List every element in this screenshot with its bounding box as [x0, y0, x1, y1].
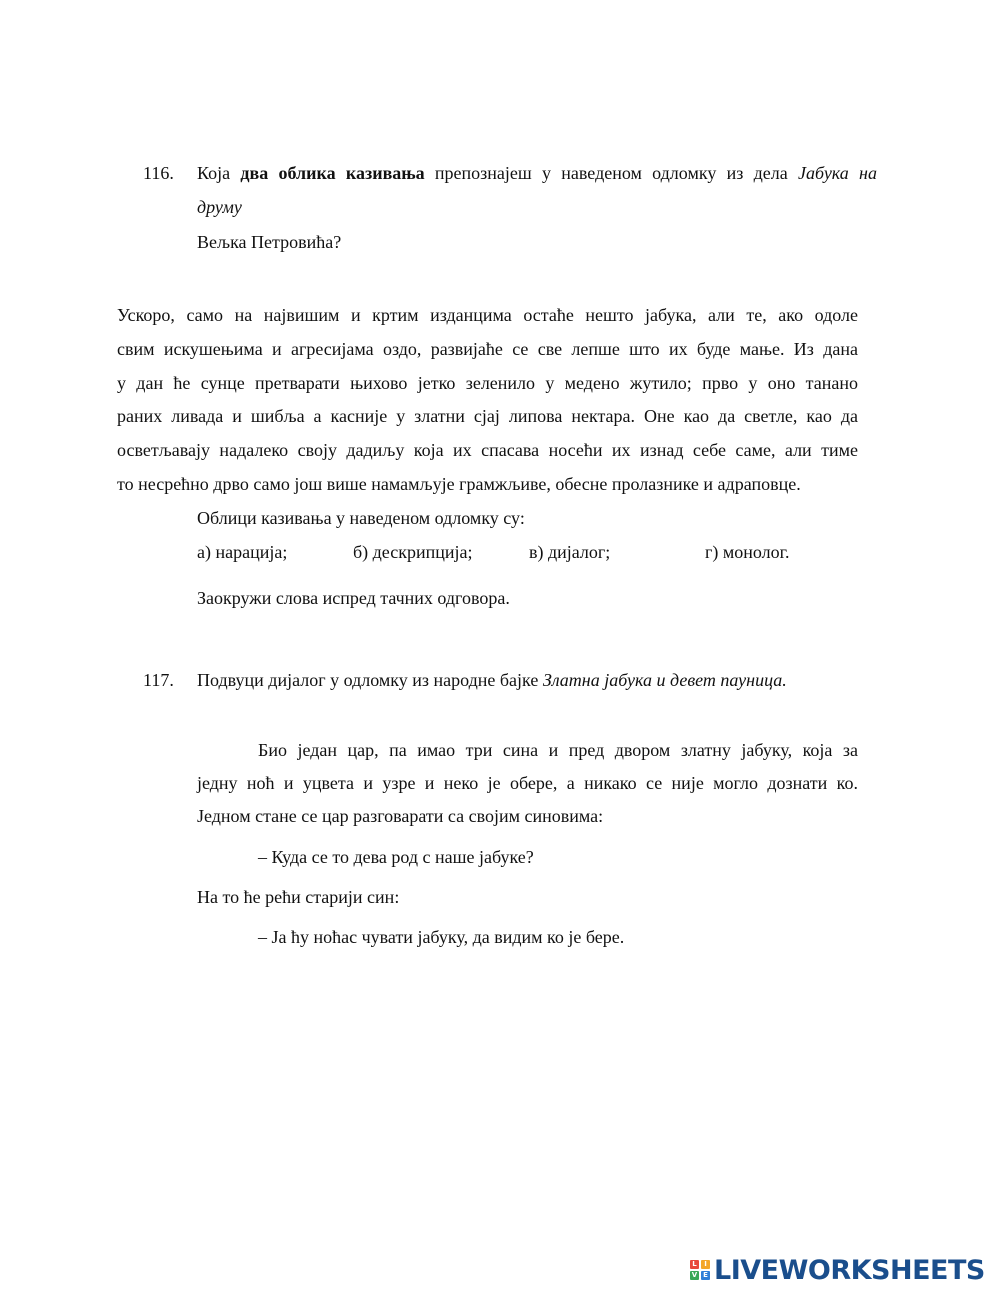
passage-line: осветљавају надалеко своју дадиљу која их спасава носећи их изнад себе саме, али тиме: [117, 440, 858, 460]
logo-text: LIVEWORKSHEETS: [714, 1254, 985, 1286]
work-title-part: друму: [197, 197, 242, 217]
tale-line: Био један цар, па имао три сина и пред двором златну јабуку, која за: [258, 740, 858, 760]
question-number: 116.: [143, 163, 174, 183]
passage-line: Ускоро, само на највишим и кртим изданцима остаће нешто јабука, али те, ако одоле: [117, 305, 858, 325]
instruction-text: Заокружи слова испред тачних одговора.: [197, 588, 510, 608]
tale-title: Златна јабука и девет пауница.: [542, 670, 787, 690]
logo-letter: V: [691, 1271, 698, 1279]
author-name: Вељка Петровића?: [197, 232, 342, 252]
dialog-line[interactable]: – Куда се то дева род с наше јабуке?: [258, 847, 534, 867]
work-title-part: Јабука на: [798, 163, 877, 183]
liveworksheets-logo: [690, 1255, 990, 1285]
passage-line: у дан ће сунце претварати њихово јетко зеленило у медено жутило; прво у оно танано: [117, 373, 858, 393]
tale-line: једну ноћ и уцвета и узре и неко је обере, а никако се није могло дознати ко.: [197, 773, 858, 793]
passage-line: то несрећно дрво само још више намамљује грамжљиве, обесне пролазнике и адраповце.: [117, 474, 801, 494]
question-bold-phrase: два облика казивања: [240, 163, 425, 183]
forms-prompt: Облици казивања у наведеном одломку су:: [197, 508, 525, 528]
logo-letter: E: [701, 1271, 710, 1280]
question-number: 117.: [143, 670, 174, 690]
logo-letter: L: [690, 1260, 699, 1269]
tale-line: Једном стане се цар разговарати са својим синовима:: [197, 806, 604, 826]
logo-letter: I: [701, 1260, 710, 1269]
logo-mark-icon: [690, 1260, 710, 1280]
passage-line: свим искушењима и агресијама оздо, развијаће се све лепше што их буде мање. Из дана: [117, 339, 858, 359]
question-text: Која два облика казивања препознајеш у наведеном одломку из дела Јабука на: [197, 163, 877, 183]
option-b[interactable]: б) дескрипција;: [353, 542, 473, 562]
tale-line: На то ће рећи старији син:: [197, 887, 400, 907]
option-d[interactable]: г) монолог.: [705, 542, 790, 562]
dialog-line[interactable]: – Ја ћу ноћас чувати јабуку, да видим ко је бере.: [258, 927, 625, 947]
option-a[interactable]: а) нарација;: [197, 542, 288, 562]
question-text: Подвуци дијалог у одломку из народне бајке Златна јабука и девет пауница.: [197, 670, 787, 690]
passage-line: раних ливада и шибља а касније у златни сјај липова нектара. Оне као да светле, као да: [117, 406, 858, 426]
option-c[interactable]: в) дијалог;: [529, 542, 611, 562]
